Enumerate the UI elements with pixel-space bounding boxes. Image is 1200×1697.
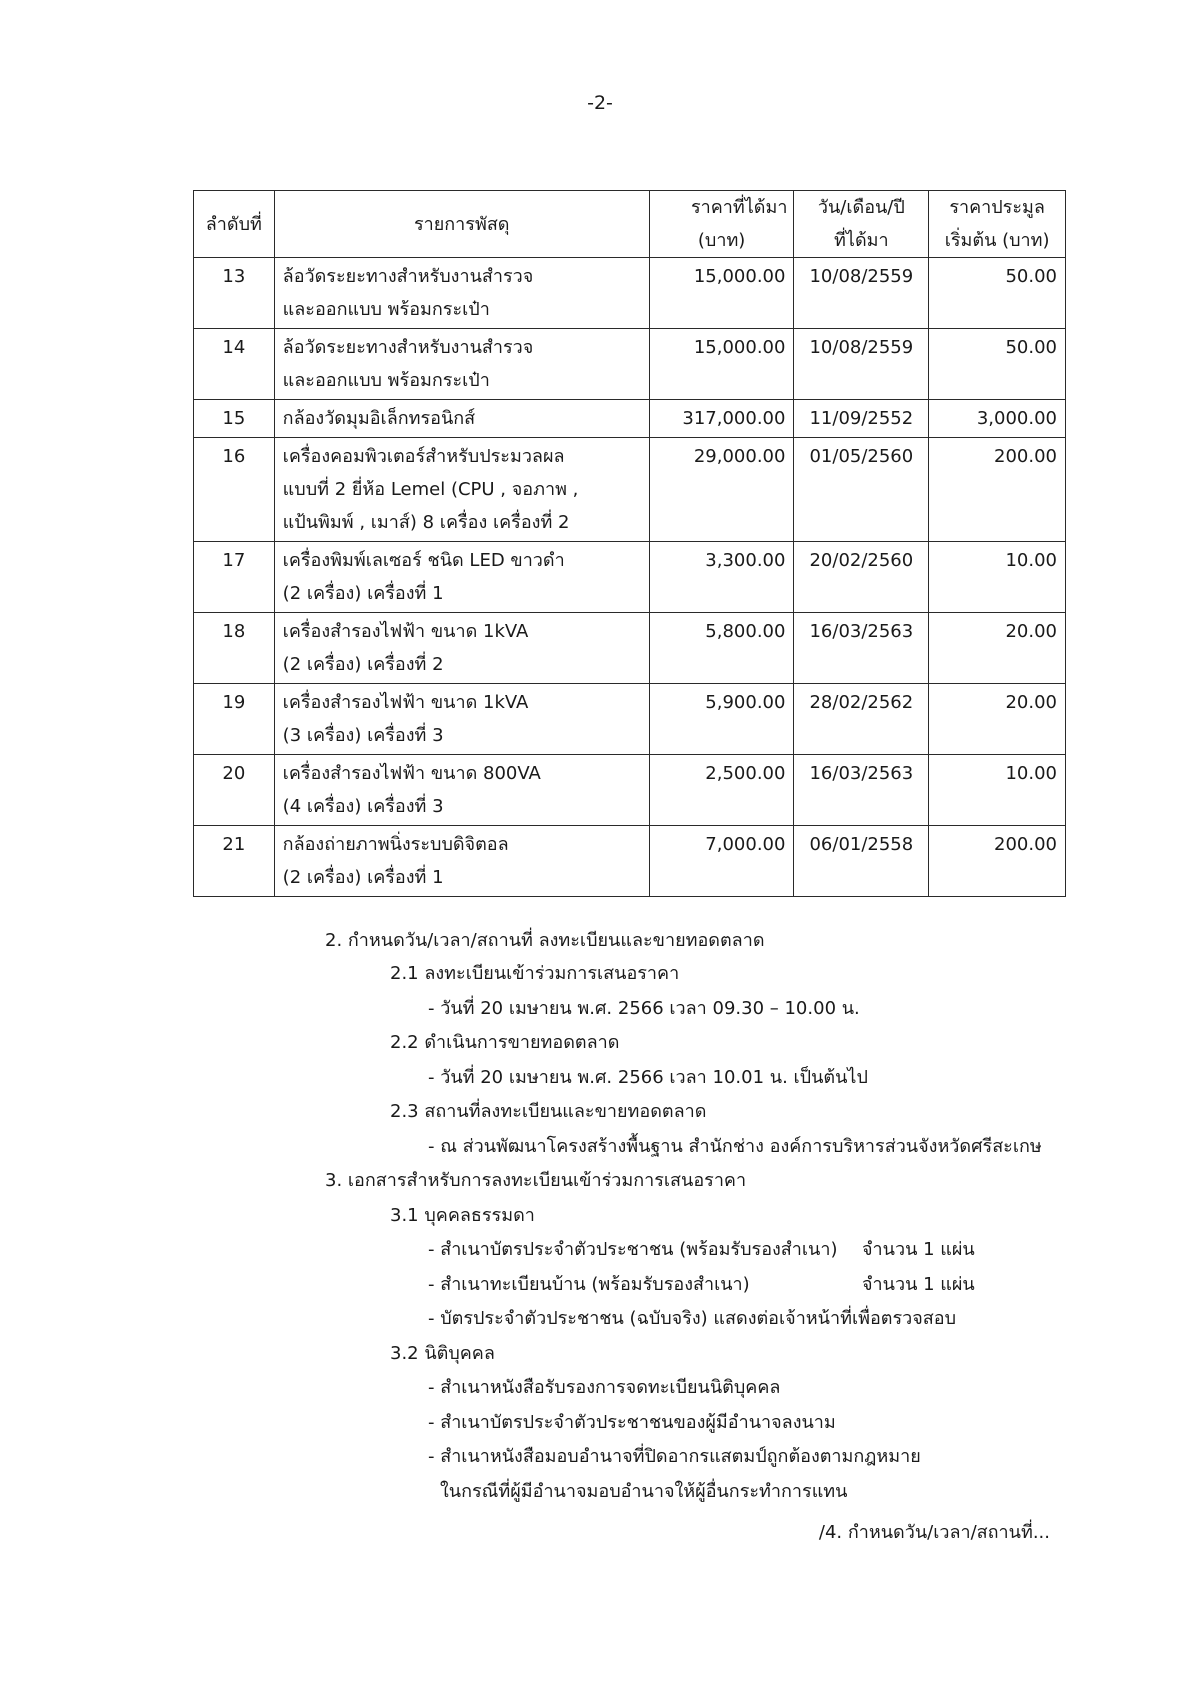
- table-row: [194, 826, 1066, 897]
- row-number: 18: [194, 613, 275, 684]
- table-row: [194, 438, 1066, 542]
- header-item: รายการพัสดุ: [274, 191, 649, 258]
- acquired-price: 29,000.00: [649, 438, 794, 542]
- acquired-date: 20/02/2560: [794, 542, 929, 613]
- section-2-2: 2.2 ดำเนินการขายทอดตลาด: [390, 1032, 620, 1053]
- section-2-1-a: - วันที่ 20 เมษายน พ.ศ. 2566 เวลา 09.30 – 10.00 น.: [428, 998, 860, 1019]
- acquired-price: 7,000.00: [649, 826, 794, 897]
- item-description-line: (3 เครื่อง) เครื่องที่ 3: [282, 725, 444, 746]
- page-number: -2-: [587, 92, 613, 114]
- section-3-2-a: - สำเนาหนังสือรับรองการจดทะเบียนนิติบุคคล: [428, 1377, 781, 1398]
- item-description: [274, 329, 649, 400]
- acquired-price: 15,000.00: [649, 329, 794, 400]
- section-3-1-a: - สำเนาบัตรประจำตัวประชาชน (พร้อมรับรองสำเนา): [428, 1239, 838, 1260]
- continuation-note: /4. กำหนดวัน/เวลา/สถานที่...: [818, 1522, 1050, 1543]
- table-row: [194, 613, 1066, 684]
- item-description: [274, 542, 649, 613]
- section-2: 2. กำหนดวัน/เวลา/สถานที่ ลงทะเบียนและขายทอดตลาด: [325, 930, 765, 951]
- acquired-price: 317,000.00: [649, 400, 794, 438]
- starting-bid-price: 50.00: [929, 258, 1066, 329]
- starting-bid-price: 10.00: [929, 542, 1066, 613]
- section-3-1-a-qty: จำนวน 1 แผ่น: [862, 1239, 975, 1260]
- item-description-line: ล้อวัดระยะทางสำหรับงานสำรวจ: [282, 337, 534, 358]
- row-number: 13: [194, 258, 275, 329]
- table-row: [194, 258, 1066, 329]
- header-start-price: [929, 191, 1066, 258]
- table-row: [194, 329, 1066, 400]
- header-start-line1: ราคาประมูล: [949, 197, 1045, 218]
- item-description-line: ล้อวัดระยะทางสำหรับงานสำรวจ: [282, 266, 534, 287]
- starting-bid-price: 10.00: [929, 755, 1066, 826]
- item-description-line: เครื่องพิมพ์เลเซอร์ ชนิด LED ขาวดำ: [282, 550, 565, 571]
- section-3-2: 3.2 นิติบุคคล: [390, 1343, 495, 1364]
- item-description-line: (4 เครื่อง) เครื่องที่ 3: [282, 796, 444, 817]
- item-description-line: (2 เครื่อง) เครื่องที่ 1: [282, 867, 444, 888]
- item-description-line: (2 เครื่อง) เครื่องที่ 1: [282, 583, 444, 604]
- item-description-line: (2 เครื่อง) เครื่องที่ 2: [282, 654, 444, 675]
- acquired-date: 06/01/2558: [794, 826, 929, 897]
- starting-bid-price: 3,000.00: [929, 400, 1066, 438]
- item-description: [274, 755, 649, 826]
- section-3-1-b: - สำเนาทะเบียนบ้าน (พร้อมรับรองสำเนา): [428, 1274, 750, 1295]
- row-number: 20: [194, 755, 275, 826]
- header-price-line2: (บาท): [697, 230, 746, 251]
- acquired-date: 16/03/2563: [794, 613, 929, 684]
- item-description-line: และออกแบบ พร้อมกระเป๋า: [282, 299, 490, 320]
- item-description-line: แป้นพิมพ์ , เมาส์) 8 เครื่อง เครื่องที่ 2: [282, 512, 570, 533]
- row-number: 21: [194, 826, 275, 897]
- row-number: 15: [194, 400, 275, 438]
- section-3-1-c: - บัตรประจำตัวประชาชน (ฉบับจริง) แสดงต่อเจ้าหน้าที่เพื่อตรวจสอบ: [428, 1308, 957, 1329]
- row-number: 16: [194, 438, 275, 542]
- row-number: 17: [194, 542, 275, 613]
- row-number: 19: [194, 684, 275, 755]
- section-2-3: 2.3 สถานที่ลงทะเบียนและขายทอดตลาด: [390, 1101, 707, 1122]
- acquired-date: 01/05/2560: [794, 438, 929, 542]
- item-description-line: และออกแบบ พร้อมกระเป๋า: [282, 370, 490, 391]
- acquired-date: 10/08/2559: [794, 258, 929, 329]
- starting-bid-price: 20.00: [929, 684, 1066, 755]
- item-description: [274, 258, 649, 329]
- header-date-line2: ที่ได้มา: [834, 230, 889, 251]
- acquired-date: 11/09/2552: [794, 400, 929, 438]
- header-price-line1: ราคาที่ได้มา: [690, 197, 788, 218]
- section-2-3-a: - ณ ส่วนพัฒนาโครงสร้างพื้นฐาน สำนักช่าง องค์การบริหารส่วนจังหวัดศรีสะเกษ: [428, 1136, 1042, 1157]
- header-date: [794, 191, 929, 258]
- header-price: [649, 191, 794, 258]
- acquired-price: 15,000.00: [649, 258, 794, 329]
- acquired-price: 5,800.00: [649, 613, 794, 684]
- acquired-date: 10/08/2559: [794, 329, 929, 400]
- header-start-line2: เริ่มต้น (บาท): [944, 230, 1050, 251]
- acquired-price: 2,500.00: [649, 755, 794, 826]
- section-3-2-b: - สำเนาบัตรประจำตัวประชาชนของผู้มีอำนาจลงนาม: [428, 1412, 836, 1433]
- table-row: [194, 542, 1066, 613]
- header-no: ลำดับที่: [194, 191, 275, 258]
- section-3-1: 3.1 บุคคลธรรมดา: [390, 1205, 535, 1226]
- acquired-price: 5,900.00: [649, 684, 794, 755]
- starting-bid-price: 200.00: [929, 826, 1066, 897]
- section-3-1-b-qty: จำนวน 1 แผ่น: [862, 1274, 975, 1295]
- header-date-line1: วัน/เดือน/ปี: [817, 197, 905, 218]
- item-description: [274, 684, 649, 755]
- item-description: [274, 438, 649, 542]
- section-3-2-c-continued: ในกรณีที่ผู้มีอำนาจมอบอำนาจให้ผู้อื่นกระทำการแทน: [440, 1481, 848, 1502]
- asset-table: [193, 190, 1066, 897]
- acquired-date: 28/02/2562: [794, 684, 929, 755]
- item-description: [274, 400, 649, 438]
- acquired-price: 3,300.00: [649, 542, 794, 613]
- item-description-line: เครื่องคอมพิวเตอร์สำหรับประมวลผล: [282, 446, 565, 467]
- section-3: 3. เอกสารสำหรับการลงทะเบียนเข้าร่วมการเสนอราคา: [325, 1170, 747, 1191]
- item-description-line: เครื่องสำรองไฟฟ้า ขนาด 1kVA: [282, 692, 529, 713]
- acquired-date: 16/03/2563: [794, 755, 929, 826]
- starting-bid-price: 50.00: [929, 329, 1066, 400]
- item-description: [274, 613, 649, 684]
- starting-bid-price: 20.00: [929, 613, 1066, 684]
- item-description-line: เครื่องสำรองไฟฟ้า ขนาด 1kVA: [282, 621, 529, 642]
- section-3-2-c: - สำเนาหนังสือมอบอำนาจที่ปิดอากรแสตมป์ถูกต้องตามกฎหมาย: [428, 1446, 921, 1467]
- section-2-1: 2.1 ลงทะเบียนเข้าร่วมการเสนอราคา: [390, 963, 680, 984]
- table-row: [194, 684, 1066, 755]
- section-2-2-a: - วันที่ 20 เมษายน พ.ศ. 2566 เวลา 10.01 น. เป็นต้นไป: [428, 1067, 868, 1088]
- item-description-line: เครื่องสำรองไฟฟ้า ขนาด 800VA: [282, 763, 541, 784]
- item-description-line: แบบที่ 2 ยี่ห้อ Lemel (CPU , จอภาพ ,: [282, 479, 579, 500]
- table-row: [194, 755, 1066, 826]
- table-row: [194, 400, 1066, 438]
- table-header-row: [194, 191, 1066, 258]
- item-description-line: กล้องวัดมุมอิเล็กทรอนิกส์: [282, 408, 476, 429]
- item-description-line: กล้องถ่ายภาพนิ่งระบบดิจิตอล: [282, 834, 509, 855]
- row-number: 14: [194, 329, 275, 400]
- item-description: [274, 826, 649, 897]
- starting-bid-price: 200.00: [929, 438, 1066, 542]
